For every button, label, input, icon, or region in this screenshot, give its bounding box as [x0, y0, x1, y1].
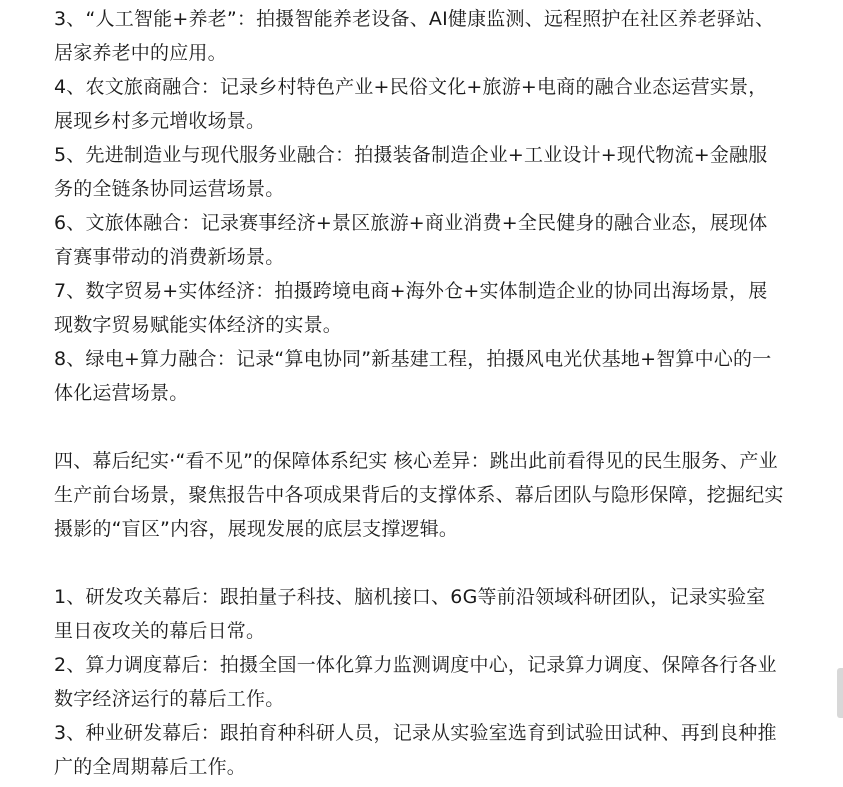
- list-item: 5、先进制造业与现代服务业融合：拍摄装备制造企业+工业设计+现代物流+金融服务的全链条协同运营场景。: [54, 144, 768, 200]
- list-item: 6、文旅体融合：记录赛事经济+景区旅游+商业消费+全民健身的融合业态，展现体育赛事带动的消费新场景。: [54, 212, 768, 268]
- list-item: 3、“人工智能+养老”：拍摄智能养老设备、AI健康监测、远程照护在社区养老驿站、居家养老中的应用。: [54, 8, 775, 64]
- list-item: 8、绿电+算力融合：记录“算电协同”新基建工程，拍摄风电光伏基地+智算中心的一体化运营场景。: [54, 348, 772, 404]
- paragraph-spacer: [54, 546, 784, 580]
- scrollbar-thumb[interactable]: [837, 668, 843, 718]
- list-item: 1、研发攻关幕后：跟拍量子科技、脑机接口、6G等前沿领域科研团队，记录实验室里日夜攻关的幕后日常。: [54, 586, 766, 642]
- list-item: 3、种业研发幕后：跟拍育种科研人员，记录从实验室选育到试验田试种、再到良种推广的全周期幕后工作。: [54, 722, 777, 778]
- paragraph-spacer: [54, 410, 784, 444]
- list-item: 4、农文旅商融合：记录乡村特色产业+民俗文化+旅游+电商的融合业态运营实景，展现乡村多元增收场景。: [54, 76, 768, 132]
- section-heading: 四、幕后纪实·“看不见”的保障体系纪实 核心差异：跳出此前看得见的民生服务、产业生产前台场景，聚焦报告中各项成果背后的支撑体系、幕后团队与隐形保障，挖掘纪实摄影的“盲区”内容，展现发展的底层支撑逻辑。: [54, 450, 784, 540]
- article-body: [54, 0, 784, 784]
- list-item: 7、数字贸易+实体经济：拍摄跨境电商+海外仓+实体制造企业的协同出海场景，展现数字贸易赋能实体经济的实景。: [54, 280, 768, 336]
- list-item: 2、算力调度幕后：拍摄全国一体化算力监测调度中心，记录算力调度、保障各行各业数字经济运行的幕后工作。: [54, 654, 777, 710]
